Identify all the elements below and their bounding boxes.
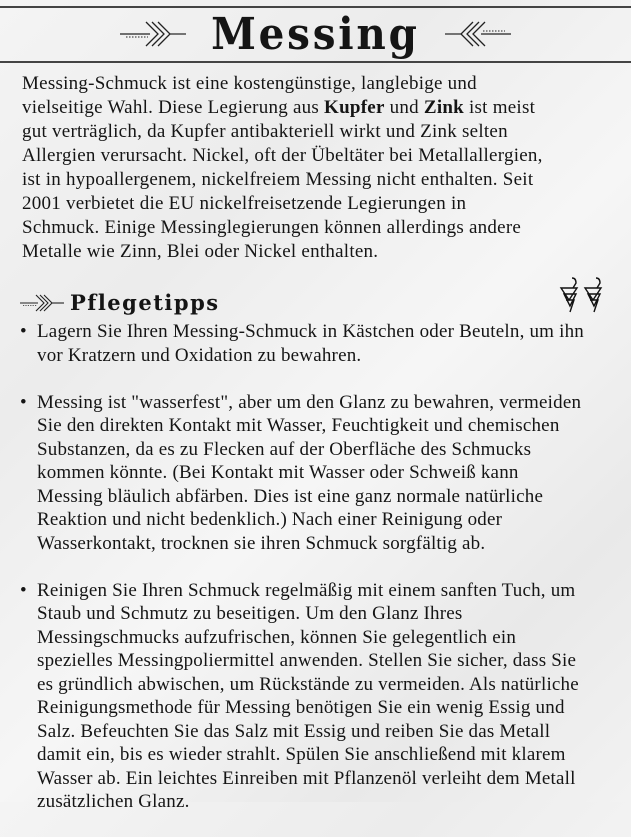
intro-line: ist in hypoallergenem, nickelfreiem Messing nicht enthalten. Seit [22,169,534,190]
line: Messingschmucks aufzufrischen, können Sie gelegentlich ein [37,626,517,648]
bold-zinc: Zink [423,97,464,118]
line: Reinigungsmethode für Messing benötigen Sie ein wenig Essig und [37,697,565,718]
header [0,8,631,60]
earrings-icon [558,276,612,314]
intro-line: Allergien verursacht. Nickel, oft der Übeltäter bei Metallallergien, [22,145,543,166]
intro-line: Messing-Schmuck ist eine kostengünstige, langlebige und [22,73,477,94]
intro-line: Schmuck. Einige Messinglegierungen können allerdings andere [22,217,522,238]
intro-line: 2001 verbietet die EU nickelfreisetzende Legierungen in [22,193,467,214]
bullet: • [20,579,27,601]
line: es gründlich abwischen, um Rückstände zu vermeiden. Als natürliche [37,673,579,695]
bullet: • [20,391,27,413]
care-heading [20,290,220,315]
line: Salz. Befeuchten Sie das Salz mit Essig und reiben Sie das Metall [37,720,551,742]
double-chevron-right-arrow-icon [20,293,64,313]
bold-copper: Kupfer [324,97,385,118]
line: Wasser ab. Ein leichtes Einreiben mit Pflanzenöl verleiht dem Metall [37,767,576,789]
list-item [0,391,584,556]
line: Messing ist "wasserfest", aber um den Glanz zu bewahren, vermeiden [37,391,582,413]
line: vor Kratzern und Oxidation zu bewahren. [37,344,362,366]
text: vielseitige Wahl. Diese Legierung aus [22,97,325,118]
list-item [0,579,584,814]
intro-line [22,96,543,120]
line: Wasserkontakt, trocknen sie ihren Schmuck sorgfältig ab. [37,532,486,554]
line: Reinigen Sie Ihren Schmuck regelmäßig mit einem sanften Tuch, um [37,579,576,601]
care-tips-list [0,320,584,837]
bottom-rule [0,61,631,63]
double-chevron-left-arrow-icon [443,19,511,49]
line: damit ein, bis es wieder strahlt. Spülen Sie anschließend mit klarem [37,744,566,765]
page-title: Messing [211,8,420,60]
bullet: • [20,321,27,342]
line: Staub und Schmutz zu beseitigen. Um den Glanz Ihres [37,603,463,624]
line: Substanzen, da es zu Flecken auf der Oberfläche des Schmucks [37,438,532,460]
text: und [384,97,424,118]
line: Sie den direkten Kontakt mit Wasser, Feuchtigkeit und chemischen [37,415,560,436]
double-chevron-right-arrow-icon [120,19,188,49]
line: zusätzlichen Glanz. [37,791,190,812]
list-item [0,320,584,367]
line: Messing bläulich abfärben. Dies ist eine ganz normale natürliche [37,485,544,507]
text: ist meist [464,97,536,118]
intro-line: Metalle wie Zinn, Blei oder Nickel enthalten. [22,241,379,262]
line: spezielles Messingpoliermittel anwenden. Stellen Sie sicher, dass Sie [37,650,577,671]
line: Lagern Sie Ihren Messing-Schmuck in Kästchen oder Beuteln, um ihn [37,321,584,342]
care-heading-text: Pflegetipps [70,290,220,315]
line: kommen könnte. (Bei Kontakt mit Wasser oder Schweiß kann [37,462,519,483]
intro-line: gut verträglich, da Kupfer antibakteriell wirkt und Zink selten [22,121,508,142]
intro-paragraph [22,72,543,264]
line: Reaktion und nicht bedenklich.) Nach einer Reinigung oder [37,509,503,530]
